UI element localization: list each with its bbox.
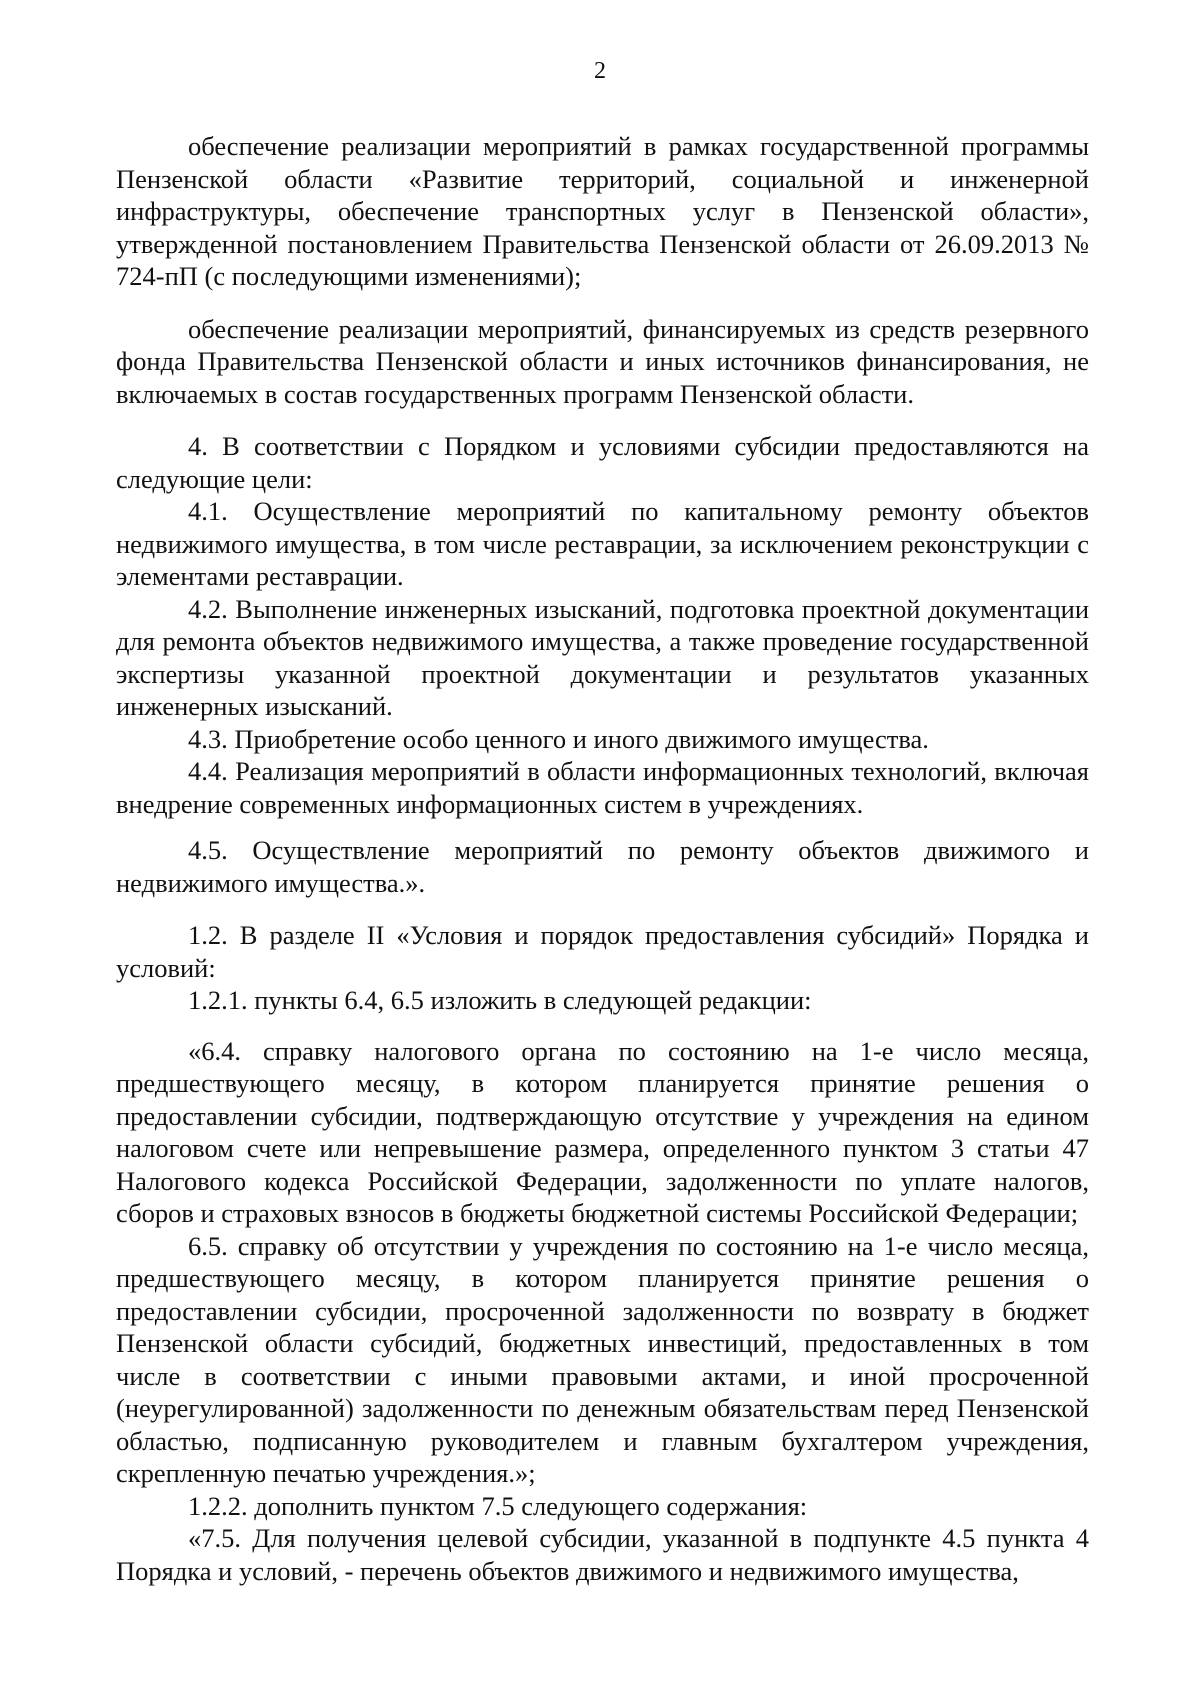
paragraph-program-implementation: обеспечение реализации мероприятий в рамках государственной программы Пензенской области «Развитие территорий, социальной и инженерной инфраструктуры, обеспечение транспортных услуг в Пензенской области», утвержденной постановлением Правительства Пензенской области от 26.09.2013 № 724-пП (с последующими изменениями); — [116, 131, 1089, 291]
paragraph-4-4: 4.4. Реализация мероприятий в области информационных технологий, включая внедрение современных информационных систем в учреждениях. — [116, 756, 1089, 819]
paragraph-4-1: 4.1. Осуществление мероприятий по капитальному ремонту объектов недвижимого имущества, в том числе реставрации, за исключением реконструкции с элементами реставрации. — [116, 496, 1089, 591]
paragraph-reserve-fund: обеспечение реализации мероприятий, финансируемых из средств резервного фонда Правительства Пензенской области и иных источников финансирования, не включаемых в состав государственных программ Пензенской области. — [116, 313, 1089, 409]
paragraph-7-5: «7.5. Для получения целевой субсидии, указанной в подпункте 4.5 пункта 4 Порядка и условий, - перечень объектов движимого и недвижимого имущества, — [116, 1523, 1089, 1586]
paragraph-6-5: 6.5. справку об отсутствии у учреждения по состоянию на 1-е число месяца, предшествующего месяцу, в котором планируется принятие решения о предоставлении субсидии, просроченной задолженности по возврату в бюджет Пензенской области субсидий, бюджетных инвестиций, предоставленных в том числе в соответствии с иными правовыми актами, и иной просроченной (неурегулированной) задолженности по денежным обязательствам перед Пензенской областью, подписанную руководителем и главным бухгалтером учреждения, скрепленную печатью учреждения.»; — [116, 1230, 1089, 1488]
page-number: 2 — [594, 58, 606, 84]
document-body — [116, 130, 1089, 1587]
paragraph-1-2-1: 1.2.1. пункты 6.4, 6.5 изложить в следующей редакции: — [188, 985, 812, 1015]
paragraph-1-2-section-ii: 1.2. В разделе II «Условия и порядок предоставления субсидий» Порядка и условий: — [116, 920, 1089, 983]
paragraph-6-4: «6.4. справку налогового органа по состоянию на 1-е число месяца, предшествующего месяцу, в котором планируется принятие решения о предоставлении субсидии, подтверждающую отсутствие у учреждения на едином налоговом счете или непревышение размера, определенного пунктом 3 статьи 47 Налогового кодекса Российской Федерации, задолженности по уплате налогов, сборов и страховых взносов в бюджеты бюджетной системы Российской Федерации; — [116, 1035, 1089, 1228]
paragraph-4-2: 4.2. Выполнение инженерных изысканий, подготовка проектной документации для ремонта объектов недвижимого имущества, а также проведение государственной экспертизы указанной проектной документации и результатов указанных инженерных изысканий. — [116, 593, 1089, 721]
paragraph-1-2-2: 1.2.2. дополнить пунктом 7.5 следующего содержания: — [188, 1490, 808, 1521]
paragraph-4-3: 4.3. Приобретение особо ценного и иного движимого имущества. — [188, 723, 929, 754]
paragraph-4-purposes: 4. В соответствии с Порядком и условиями субсидии предоставляются на следующие цели: — [116, 431, 1089, 494]
paragraph-4-5: 4.5. Осуществление мероприятий по ремонту объектов движимого и недвижимого имущества.». — [116, 835, 1089, 898]
